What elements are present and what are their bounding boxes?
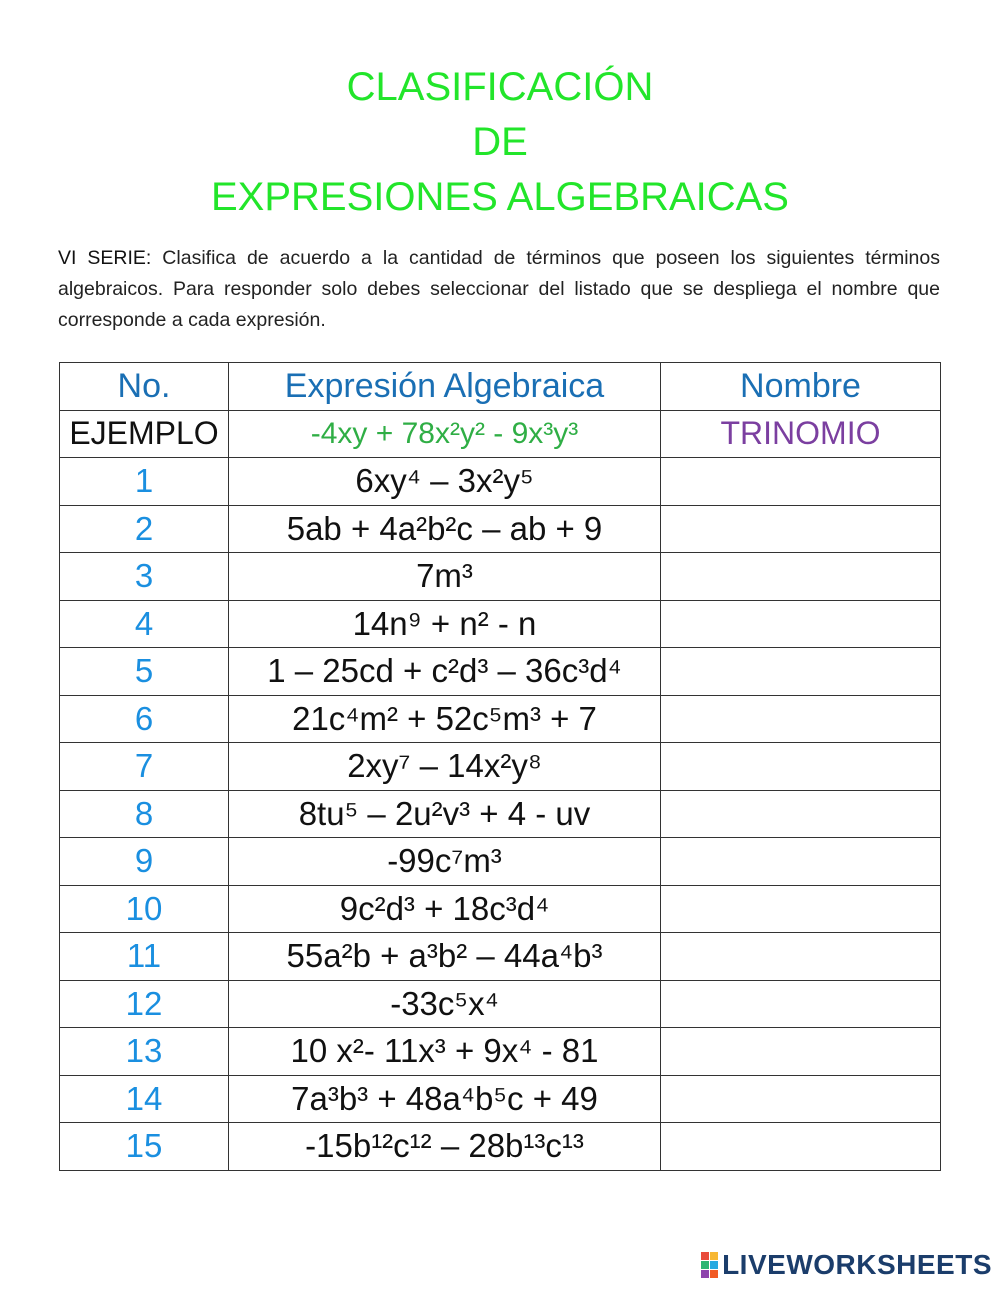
table-row: [60, 790, 941, 838]
answer-dropdown-cell[interactable]: [661, 600, 941, 648]
page-title: [0, 60, 1000, 225]
table-row: [60, 505, 941, 553]
row-expression: 14n⁹ + n² - n: [229, 600, 661, 648]
title-line-1: CLASIFICACIÓN: [346, 65, 654, 109]
answer-dropdown-cell[interactable]: [661, 695, 941, 743]
header-name: Nombre: [661, 363, 941, 411]
example-row: [60, 410, 941, 458]
table-row: [60, 600, 941, 648]
answer-dropdown-cell[interactable]: [661, 1123, 941, 1171]
row-number: 13: [60, 1028, 229, 1076]
answer-dropdown-cell[interactable]: [661, 885, 941, 933]
example-name: TRINOMIO: [661, 410, 941, 458]
row-number: 9: [60, 838, 229, 886]
table-row: [60, 838, 941, 886]
example-label: EJEMPLO: [60, 410, 229, 458]
row-expression: -15b¹²c¹² – 28b¹³c¹³: [229, 1123, 661, 1171]
table-row: [60, 885, 941, 933]
logo-square: [710, 1261, 718, 1269]
row-number: 3: [60, 553, 229, 601]
row-number: 14: [60, 1075, 229, 1123]
liveworksheets-logo-icon: [701, 1252, 718, 1278]
liveworksheets-logo: [701, 1249, 992, 1281]
answer-dropdown-cell[interactable]: [661, 838, 941, 886]
logo-text: LIVEWORKSHEETS: [722, 1249, 992, 1280]
table-row: [60, 1075, 941, 1123]
header-expression: Expresión Algebraica: [229, 363, 661, 411]
instructions: [58, 243, 940, 336]
table-row: [60, 980, 941, 1028]
header-no: No.: [60, 363, 229, 411]
row-expression: 9c²d³ + 18c³d⁴: [229, 885, 661, 933]
row-number: 11: [60, 933, 229, 981]
row-number: 2: [60, 505, 229, 553]
answer-dropdown-cell[interactable]: [661, 980, 941, 1028]
row-number: 15: [60, 1123, 229, 1171]
logo-square: [701, 1270, 709, 1278]
answer-dropdown-cell[interactable]: [661, 790, 941, 838]
table-row: [60, 933, 941, 981]
row-number: 12: [60, 980, 229, 1028]
answer-dropdown-cell[interactable]: [661, 743, 941, 791]
row-expression: 7m³: [229, 553, 661, 601]
table-row: [60, 1028, 941, 1076]
classification-table: [59, 362, 941, 1171]
answer-dropdown-cell[interactable]: [661, 553, 941, 601]
instructions-text: Clasifica de acuerdo a la cantidad de términos que poseen los siguientes términos algebraicos. Para responder solo debes seleccionar del listado que se despliega el nombre que corresponde a cada expresión.: [58, 247, 940, 331]
instructions-lead: VI SERIE:: [58, 247, 152, 269]
row-expression: -99c⁷m³: [229, 838, 661, 886]
row-number: 1: [60, 458, 229, 506]
answer-dropdown-cell[interactable]: [661, 458, 941, 506]
row-expression: 55a²b + a³b² – 44a⁴b³: [229, 933, 661, 981]
answer-dropdown-cell[interactable]: [661, 1028, 941, 1076]
table-header-row: [60, 363, 941, 411]
example-expression: -4xy + 78x²y² - 9x³y³: [229, 410, 661, 458]
logo-square: [701, 1252, 709, 1260]
row-number: 8: [60, 790, 229, 838]
table-row: [60, 695, 941, 743]
row-expression: -33c⁵x⁴: [229, 980, 661, 1028]
answer-dropdown-cell[interactable]: [661, 1075, 941, 1123]
row-expression: 1 – 25cd + c²d³ – 36c³d⁴: [229, 648, 661, 696]
logo-square: [710, 1252, 718, 1260]
answer-dropdown-cell[interactable]: [661, 933, 941, 981]
answer-dropdown-cell[interactable]: [661, 648, 941, 696]
row-number: 4: [60, 600, 229, 648]
row-expression: 5ab + 4a²b²c – ab + 9: [229, 505, 661, 553]
answer-dropdown-cell[interactable]: [661, 505, 941, 553]
title-line-2: DE: [472, 120, 528, 164]
row-expression: 21c⁴m² + 52c⁵m³ + 7: [229, 695, 661, 743]
row-expression: 8tu⁵ – 2u²v³ + 4 - uv: [229, 790, 661, 838]
table-row: [60, 553, 941, 601]
table-row: [60, 648, 941, 696]
row-expression: 10 x²- 11x³ + 9x⁴ - 81: [229, 1028, 661, 1076]
row-number: 10: [60, 885, 229, 933]
row-expression: 7a³b³ + 48a⁴b⁵c + 49: [229, 1075, 661, 1123]
row-expression: 6xy⁴ – 3x²y⁵: [229, 458, 661, 506]
row-number: 7: [60, 743, 229, 791]
logo-square: [710, 1270, 718, 1278]
logo-square: [701, 1261, 709, 1269]
row-expression: 2xy⁷ – 14x²y⁸: [229, 743, 661, 791]
row-number: 6: [60, 695, 229, 743]
table-row: [60, 1123, 941, 1171]
title-line-3: EXPRESIONES ALGEBRAICAS: [211, 175, 789, 219]
row-number: 5: [60, 648, 229, 696]
table-row: [60, 743, 941, 791]
table-row: [60, 458, 941, 506]
